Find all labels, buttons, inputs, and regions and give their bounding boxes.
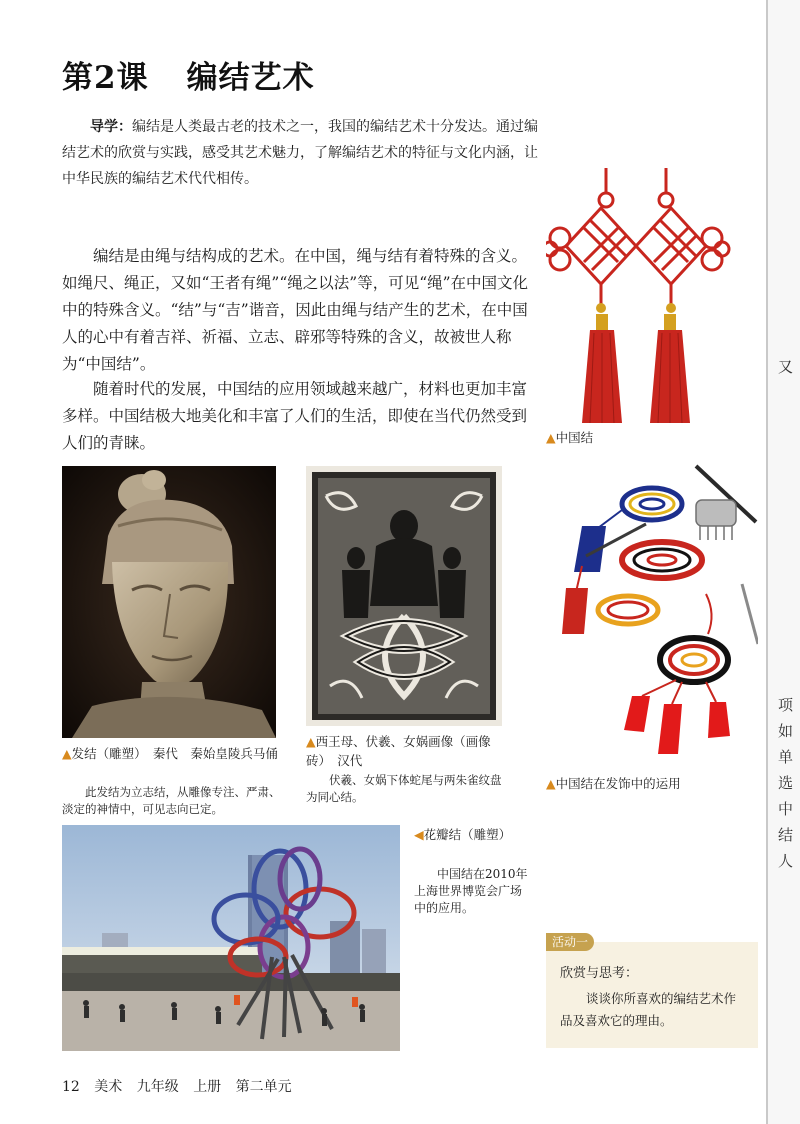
caption-marker-icon: ▲ [62, 746, 72, 761]
hair-ornament-image [546, 464, 758, 764]
edge-char: 人 [778, 852, 794, 870]
terracotta-warrior-image [62, 466, 276, 738]
activity-tag: 活动一 [546, 933, 594, 951]
hair-caption: ▲中国结在发饰中的运用 [546, 776, 681, 791]
next-page-edge [766, 0, 800, 1124]
caption-marker-icon: ▲ [546, 776, 556, 791]
caption-marker-left-icon: ◀ [414, 827, 424, 842]
footer-subject: 美术 [94, 1079, 123, 1095]
footer-volume: 上册 [193, 1079, 222, 1095]
expo-caption: ◀花瓣结（雕塑） [414, 827, 512, 842]
lesson-number: 第2课 [62, 60, 149, 96]
footer-unit: 第二单元 [235, 1079, 292, 1095]
activity-heading: 欣赏与思考： [560, 966, 639, 981]
lesson-name: 编结艺术 [186, 60, 315, 96]
relief-description: 伏羲、女娲下体蛇尾与两朱雀纹盘为同心结。 [306, 773, 502, 804]
relief-caption: ▲西王母、伏羲、女娲画像（画像砖） 汉代 [306, 734, 491, 768]
warrior-description: 此发结为立志结，从雕像专注、严肃、淡定的神情中，可见志向已定。 [62, 785, 281, 816]
edge-char: 单 [778, 748, 794, 766]
edge-char: 选 [778, 774, 794, 792]
expo-sculpture-image [62, 825, 400, 1051]
edge-char: 如 [778, 722, 794, 740]
edge-char: 又 [778, 358, 794, 376]
caption-marker-icon: ▲ [306, 734, 316, 749]
caption-marker-icon: ▲ [546, 430, 556, 445]
body-paragraph-2: 随着时代的发展，中国结的应用领域越来越广，材料也更加丰富多样。中国结极大地美化和丰富了人们的生活，即使在当代仍然受到人们的青睐。 [62, 380, 528, 452]
han-relief-image [306, 466, 502, 726]
activity-box [546, 942, 758, 1048]
edge-char: 项 [778, 696, 794, 714]
intro-lead: 导学： [90, 119, 132, 135]
expo-description: 中国结在2010年上海世界博览会广场中的应用。 [414, 867, 528, 915]
intro-text: 编结是人类最古老的技术之一，我国的编结艺术十分发达。通过编结艺术的欣赏与实践，感受其艺术魅力，了解编结艺术的特征与文化内涵，让中华民族的编结艺术代代相传。 [62, 119, 538, 187]
lesson-title [62, 52, 315, 97]
page-number: 12 [62, 1079, 80, 1095]
footer-grade: 九年级 [136, 1079, 179, 1095]
intro-guide [62, 114, 542, 192]
knot-caption: ▲中国结 [546, 430, 594, 445]
activity-text: 谈谈你所喜欢的编结艺术作品及喜欢它的理由。 [560, 991, 737, 1028]
page-footer [62, 1076, 302, 1096]
edge-char: 中 [778, 800, 794, 818]
edge-char: 结 [778, 826, 794, 844]
body-paragraph-1: 编结是由绳与结构成的艺术。在中国，绳与结有着特殊的含义。如绳尺、绳正，又如“王者有绳”“绳之以法”等，可见“绳”在中国文化中的特殊含义。“结”与“吉”谐音，因此由绳与结产生的艺术，在中国人的心中有着吉祥、祈福、立志、辟邪等特殊的含义，故被世人称为“中国结”。 [62, 247, 529, 373]
warrior-caption: ▲发结（雕塑） 秦代 秦始皇陵兵马俑 [62, 746, 278, 761]
chinese-knot-image [546, 168, 746, 424]
